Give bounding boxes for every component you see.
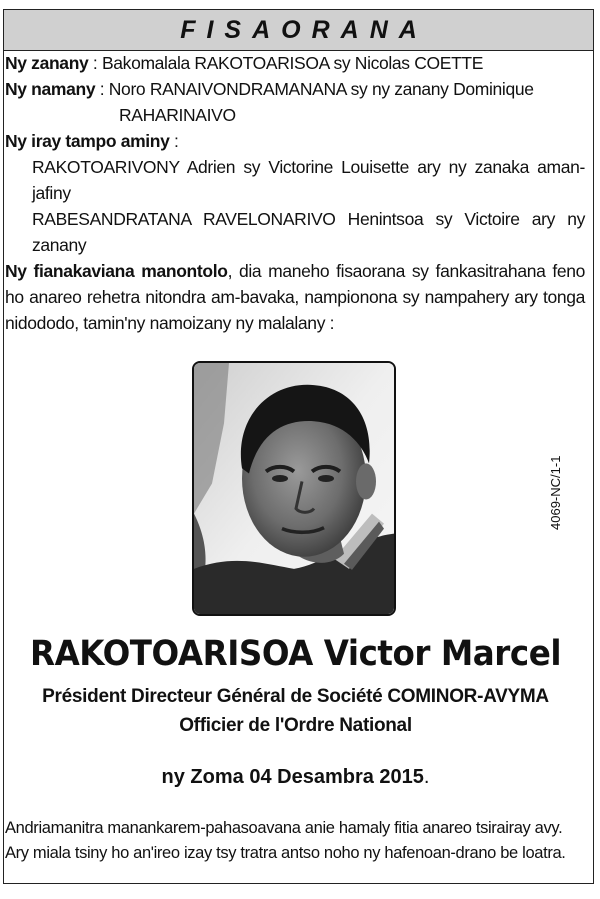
notice-title: FISAORANA [180,15,428,44]
iray-colon: : [169,131,179,151]
sibling-entry: RABESANDRATANA RAVELONARIVO Henintsoa sy Victoire ary ny zanany [32,209,585,255]
zanany-label: Ny zanany [5,53,89,73]
namany-line [5,76,585,102]
reference-code: 4069-NC/1-1 [548,455,563,530]
family-section [5,50,585,336]
portrait-photo [192,361,396,616]
deceased-title-2: Officier de l'Ordre National [179,715,412,736]
death-date [0,766,591,789]
fianakaviana-text: , dia maneho fisaorana sy fankasitrahana feno ho anareo rehetra nitondra am-bavaka, nampionona sy nampahery ary tonga nidododo, tamin'ny namoizany ny malalany : [5,261,586,333]
zanany-text: : Bakomalala RAKOTOARISOA sy Nicolas COETTE [88,53,484,73]
sibling-entry: RAKOTOARIVONY Adrien sy Victorine Louisette ary ny zanaka aman-jafiny [32,157,585,203]
iray-line [5,128,585,154]
namany-text: : Noro RANAIVONDRAMANANA sy ny zanany Dominique [95,79,534,99]
closing-section [5,816,585,866]
iray-label: Ny iray tampo aminy [5,131,170,151]
namany-line-2: RAHARINAIVO [119,105,236,125]
fianakaviana-paragraph [5,258,585,336]
portrait-illustration [194,363,394,614]
header-bar [4,10,593,51]
death-date-text: ny Zoma 04 Desambra 2015 [161,766,424,788]
namany-label: Ny namany [5,79,96,99]
zanany-line [5,50,585,76]
fianakaviana-label: Ny fianakaviana manontolo [5,261,228,281]
death-date-end: . [423,766,430,788]
deceased-title-1: Président Directeur Général de Société COMINOR-AVYMA [42,686,549,707]
deceased-name: RAKOTOARISOA Victor Marcel [29,634,562,674]
closing-line-1: Andriamanitra manankarem-pahasoavana anie hamaly fitia anareo tsirairay avy. [5,819,563,837]
closing-line-2: Ary miala tsiny ho an'ireo izay tsy tratra antso noho ny hafenoan-drano be loatra. [5,844,566,862]
